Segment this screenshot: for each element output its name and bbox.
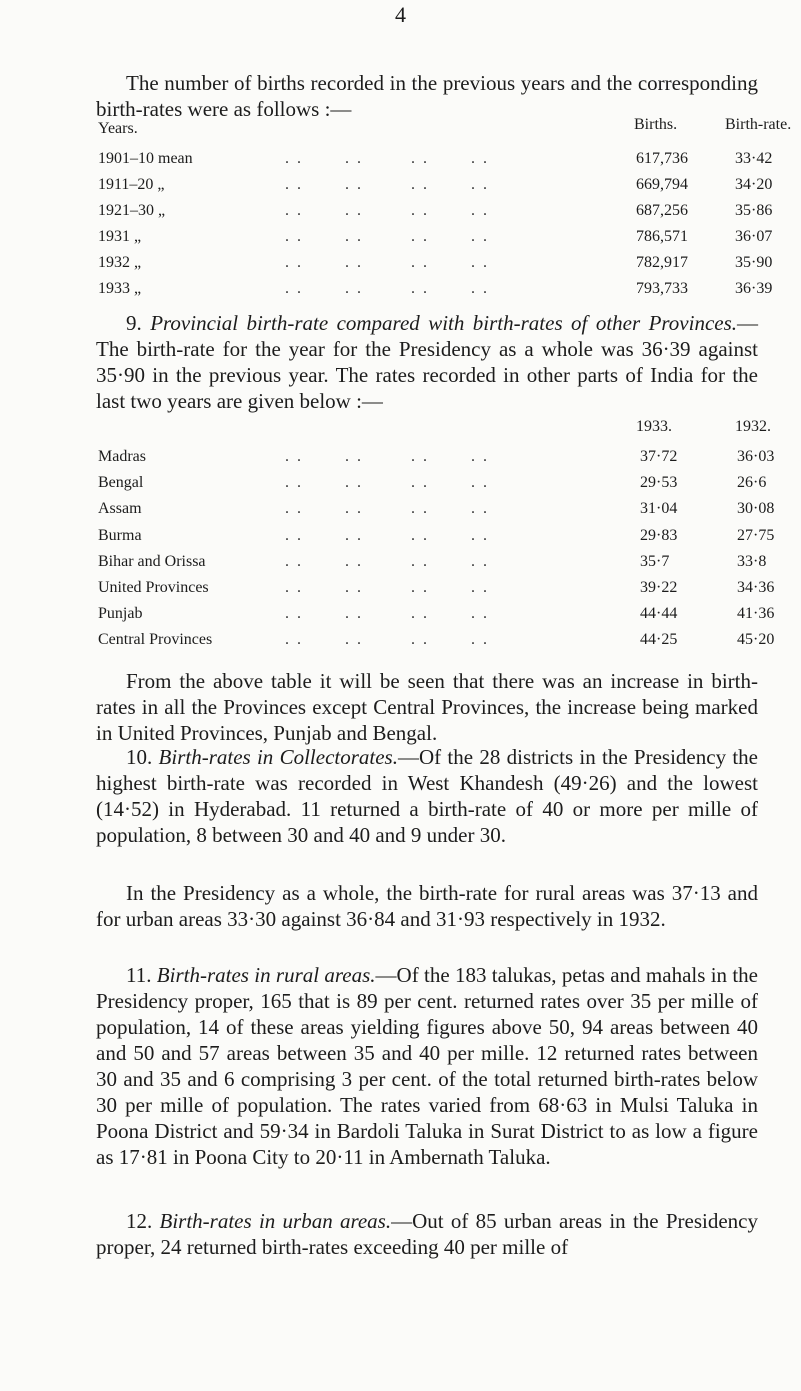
rate-1932-cell: 26·6: [737, 474, 767, 492]
province-cell: Bihar and Orissa: [98, 552, 206, 570]
rate-1933-cell: 31·04: [640, 500, 678, 518]
header-1932: 1932.: [735, 418, 771, 435]
leader-dots: . . . . . . . .: [285, 500, 489, 518]
rate-1932-cell: 36·03: [737, 448, 775, 465]
rate-cell: 33·42: [735, 150, 773, 167]
rate-1933-cell: 35·7: [640, 552, 670, 570]
section-11-body: —Of the 183 talukas, petas and mahals in the Presidency proper, 165 that is 89 per cent. returned rates over 35 per mille of population, 14 of these areas yielding figures above 50, 94 areas between 40 and 50 and 57 areas between 35 and 40 per mille. 12 returned rates between 30 and 35 and 6 comprising 3 per cent. of the total returned birth-rates below 30 per mille of population. The rates varied from 68·63 in Mulsi Taluka in Poona District and 59·34 in Bardoli Taluka in Surat District to as low a figure as 17·81 in Poona City to 20·11 in Ambernath Taluka.: [96, 963, 759, 1169]
leader-dots: . . . . . . . .: [285, 228, 489, 245]
leader-dots: . . . . . . . .: [285, 552, 489, 570]
leader-dots: . . . . . . . .: [285, 579, 489, 596]
leader-dots: . . . . . . . .: [285, 474, 489, 492]
section-11-number: 11.: [126, 963, 152, 987]
births-cell: 782,917: [636, 254, 688, 271]
rate-cell: 34·20: [735, 176, 773, 193]
leader-dots: . . . . . . . .: [285, 150, 489, 167]
births-cell: 617,736: [636, 150, 688, 167]
province-cell: Burma: [98, 526, 142, 544]
section-9-paragraph: [96, 310, 758, 414]
province-cell: Central Provinces: [98, 631, 213, 649]
leader-dots: . . . . . . . .: [285, 202, 489, 219]
province-cell: Bengal: [98, 474, 144, 492]
year-cell: 1921–30 „: [98, 202, 166, 219]
leader-dots: . . . . . . . .: [285, 448, 489, 465]
section-11-title: Birth-rates in rural areas.: [156, 963, 376, 987]
page-number: 4: [395, 2, 406, 27]
section-9-body: —The birth-rate for the year for the Presidency as a whole was 36·39 against 35·90 in the previous year. The rates recorded in other parts of India for the last two years are given below :—: [96, 311, 759, 413]
year-cell: 1933 „: [98, 280, 142, 297]
leader-dots: . . . . . . . .: [285, 254, 489, 271]
rural-urban-paragraph: In the Presidency as a whole, the birth-rate for rural areas was 37·13 and for urban areas 33·30 against 36·84 and 31·93 respectively in 1932.: [96, 881, 758, 931]
section-10-body: —Of the 28 districts in the Presidency the highest birth-rate was recorded in West Khandesh (49·26) and the lowest (14·52) in Hyderabad. 11 returned a birth-rate of 40 or more per mille of population, 8 between 30 and 40 and 9 under 30.: [96, 745, 758, 847]
leader-dots: . . . . . . . .: [285, 176, 489, 193]
province-cell: United Provinces: [98, 579, 209, 596]
province-cell: Assam: [98, 500, 142, 518]
leader-dots: . . . . . . . .: [285, 526, 489, 544]
section-12-body: —Out of 85 urban areas in the Presidency proper, 24 returned birth-rates exceeding 40 per mille of: [96, 1209, 758, 1259]
intro-paragraph: The number of births recorded in the previous years and the corresponding birth-rates were as follows :—: [96, 71, 758, 121]
births-cell: 669,794: [636, 176, 688, 193]
header-birth-rate: Birth-rate.: [725, 116, 792, 133]
births-cell: 786,571: [636, 228, 688, 245]
year-cell: 1931 „: [98, 228, 142, 245]
leader-dots: . . . . . . . .: [285, 280, 489, 297]
section-9-number: 9.: [126, 311, 142, 335]
rate-1933-cell: 44·25: [640, 631, 678, 649]
leader-dots: . . . . . . . .: [285, 605, 489, 623]
rate-1932-cell: 33·8: [737, 552, 767, 570]
year-cell: 1932 „: [98, 254, 142, 271]
header-years: Years.: [98, 120, 138, 137]
header-births: Births.: [634, 116, 678, 133]
year-cell: 1911–20 „: [98, 176, 165, 193]
section-10-number: 10.: [126, 745, 153, 769]
births-cell: 687,256: [636, 202, 688, 219]
rate-1933-cell: 29·83: [640, 526, 678, 544]
rate-cell: 35·86: [735, 202, 773, 219]
rate-1933-cell: 29·53: [640, 474, 678, 492]
rate-1932-cell: 45·20: [737, 631, 775, 649]
section-9-title: Provincial birth-rate compared with birth-rates of other Provinces.: [150, 311, 738, 335]
section-10-title: Birth-rates in Collectorates.: [158, 745, 398, 769]
rate-1932-cell: 27·75: [737, 526, 775, 544]
header-1933: 1933.: [636, 418, 672, 435]
leader-dots: . . . . . . . .: [285, 631, 489, 649]
rate-cell: 35·90: [735, 254, 773, 271]
increase-paragraph: From the above table it will be seen that there was an increase in birth-rates in all the Provinces except Central Provinces, the increase being marked in United Provinces, Punjab and Bengal.: [96, 669, 758, 745]
province-cell: Madras: [98, 448, 146, 465]
province-cell: Punjab: [98, 605, 143, 623]
rate-1933-cell: 44·44: [640, 605, 678, 623]
section-11-paragraph: [96, 962, 758, 1170]
births-cell: 793,733: [636, 280, 688, 297]
section-12-title: Birth-rates in urban areas.: [159, 1209, 392, 1233]
rate-1932-cell: 30·08: [737, 500, 775, 518]
rate-1933-cell: 39·22: [640, 579, 678, 596]
year-cell: 1901–10 mean: [98, 150, 193, 167]
rate-1933-cell: 37·72: [640, 448, 678, 465]
section-12-paragraph: [96, 1208, 758, 1260]
section-10-paragraph: [96, 744, 758, 848]
rate-cell: 36·07: [735, 228, 773, 245]
rate-1932-cell: 41·36: [737, 605, 775, 623]
rate-1932-cell: 34·36: [737, 579, 775, 596]
section-12-number: 12.: [126, 1209, 153, 1233]
rate-cell: 36·39: [735, 280, 773, 297]
